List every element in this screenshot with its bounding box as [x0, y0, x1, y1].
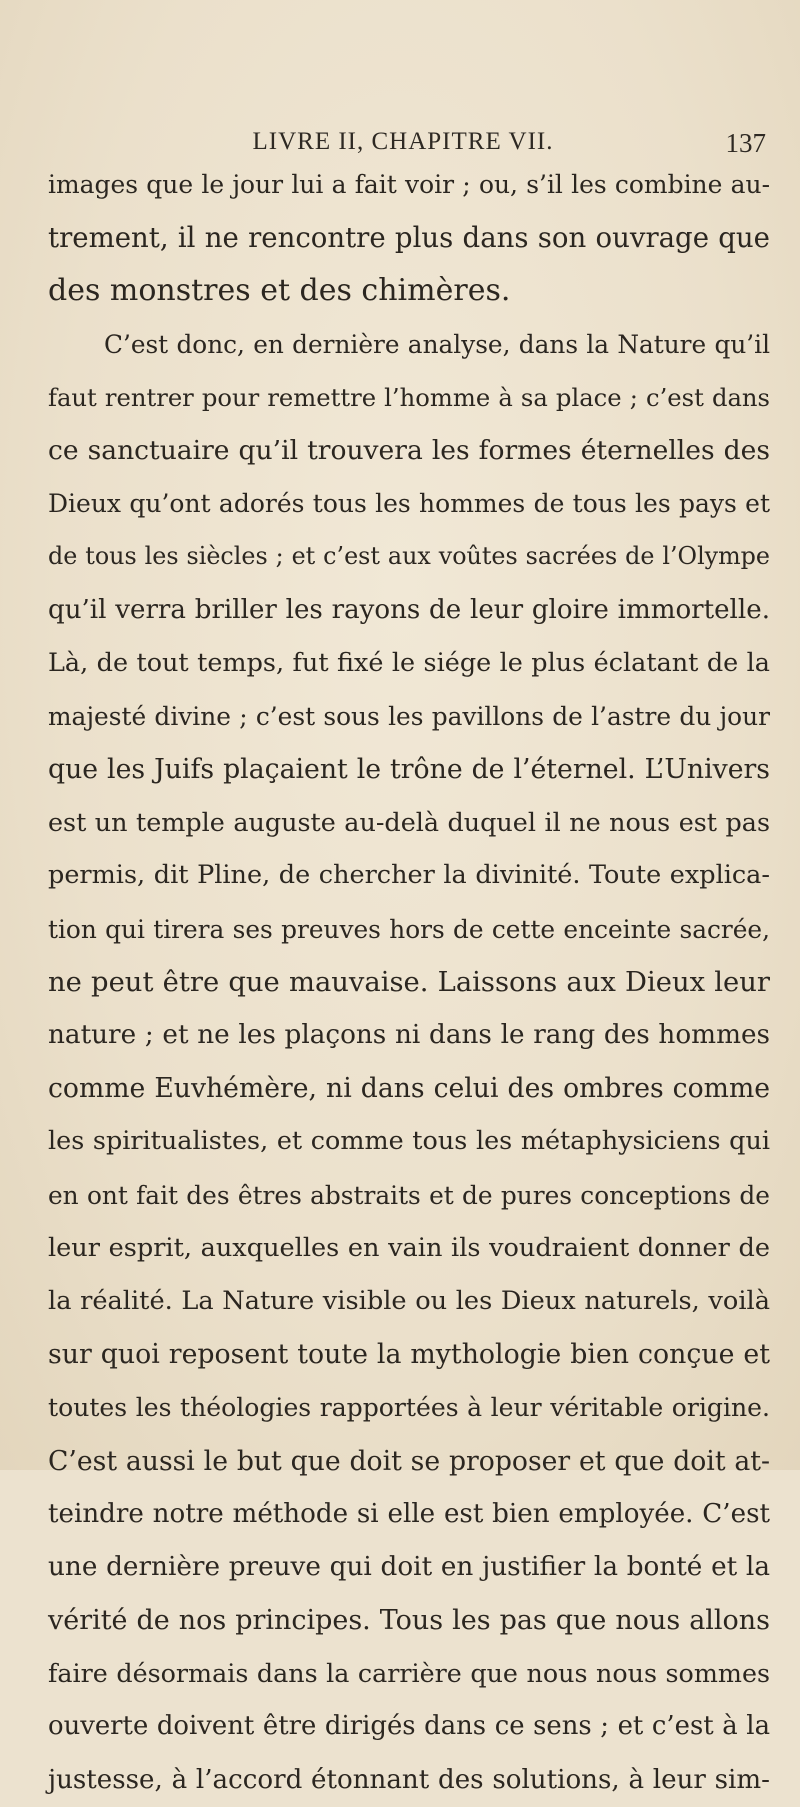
text-line: que les Juifs plaçaient le trône de l’éternel. L’Univers: [48, 754, 770, 786]
text-line: permis, dit Pline, de chercher la divinité. Toute explica-: [48, 860, 770, 891]
text-line: justesse, à l’accord étonnant des solutions, à leur sim-: [48, 1764, 770, 1795]
text-line: images que le jour lui a fait voir ; ou, s’il les combine au-: [48, 170, 770, 199]
text-line: toutes les théologies rapportées à leur véritable origine.: [48, 1393, 770, 1423]
text-line: trement, il ne rencontre plus dans son ouvrage que: [48, 221, 770, 255]
text-line: qu’il verra briller les rayons de leur gloire immortelle.: [48, 594, 770, 625]
text-line: de tous les siècles ; et c’est aux voûtes sacrées de l’Olympe: [48, 542, 770, 571]
text-line: leur esprit, auxquelles en vain ils voudraient donner de: [48, 1232, 770, 1263]
text-line: majesté divine ; c’est sous les pavillons de l’astre du jour: [48, 701, 770, 731]
text-line: faut rentrer pour remettre l’homme à sa place ; c’est dans: [48, 382, 770, 412]
text-line: une dernière preuve qui doit en justifier la bonté et la: [48, 1551, 770, 1582]
text-line: ce sanctuaire qu’il trouvera les formes éternelles des: [48, 434, 770, 466]
running-head: LIVRE II, CHAPITRE VII.: [252, 128, 554, 155]
text-line: comme Euvhémère, ni dans celui des ombres comme: [48, 1073, 770, 1105]
text-line: des monstres et des chimères.: [48, 273, 511, 309]
text-line: Là, de tout temps, fut fixé le siége le plus éclatant de la: [48, 647, 770, 678]
text-line: ne peut être que mauvaise. Laissons aux Dieux leur: [48, 966, 770, 998]
text-line: ouverte doivent être dirigés dans ce sens ; et c’est à la: [48, 1711, 770, 1742]
text-line: vérité de nos principes. Tous les pas que nous allons: [48, 1605, 770, 1637]
text-line: Dieux qu’ont adorés tous les hommes de tous les pays et: [48, 489, 770, 519]
paragraph-start-line: C’est donc, en dernière analyse, dans la Nature qu’il: [104, 329, 770, 359]
text-line: les spiritualistes, et comme tous les métaphysiciens qui: [48, 1126, 770, 1157]
text-line: teindre notre méthode si elle est bien employée. C’est: [48, 1498, 770, 1529]
body-text: [48, 158, 770, 1807]
text-line: C’est aussi le but que doit se proposer et que doit at-: [48, 1445, 770, 1477]
text-line: en ont fait des êtres abstraits et de pures conceptions de: [48, 1180, 770, 1210]
text-line: est un temple auguste au-delà duquel il ne nous est pas: [48, 807, 770, 838]
text-line: tion qui tirera ses preuves hors de cette enceinte sacrée,: [48, 914, 770, 944]
text-line: nature ; et ne les plaçons ni dans le rang des hommes: [48, 1020, 770, 1050]
page-number: 137: [725, 128, 766, 158]
text-line: la réalité. La Nature visible ou les Dieux naturels, voilà: [48, 1285, 770, 1316]
text-line: sur quoi reposent toute la mythologie bien conçue et: [48, 1339, 770, 1371]
text-line: faire désormais dans la carrière que nous nous sommes: [48, 1658, 770, 1689]
